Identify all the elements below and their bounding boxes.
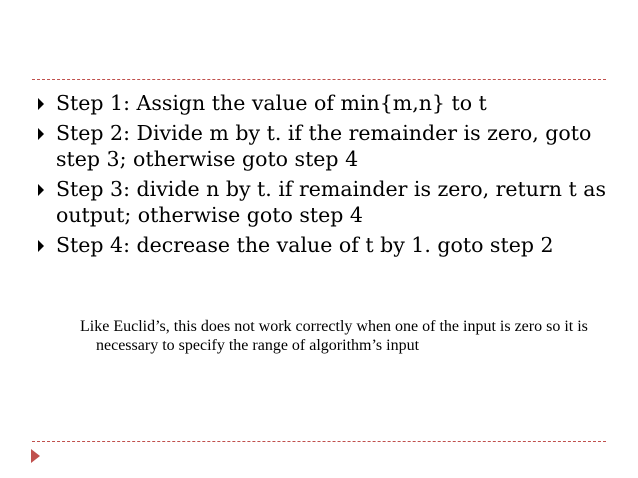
triangle-corner-icon (31, 449, 40, 463)
list-item (36, 232, 611, 258)
step-text: Step 4: decrease the value of t by 1. goto step 2 (56, 233, 554, 257)
triangle-bullet-icon (38, 184, 44, 196)
note-text: Like Euclid’s, this does not work correctly when one of the input is zero so it is necessary to specify the range of algorithm’s input (80, 318, 588, 354)
list-item (36, 120, 611, 172)
step-list (36, 90, 611, 262)
list-item (36, 90, 611, 116)
triangle-bullet-icon (38, 98, 44, 110)
list-item (36, 176, 611, 228)
step-text: Step 2: Divide m by t. if the remainder is zero, goto step 3; otherwise goto step 4 (56, 121, 592, 171)
bottom-divider (32, 441, 606, 442)
step-text: Step 1: Assign the value of min{m,n} to t (56, 91, 487, 115)
triangle-bullet-icon (38, 128, 44, 140)
step-text: Step 3: divide n by t. if remainder is zero, return t as output; otherwise goto step 4 (56, 177, 606, 227)
triangle-bullet-icon (38, 240, 44, 252)
top-divider (32, 79, 606, 80)
